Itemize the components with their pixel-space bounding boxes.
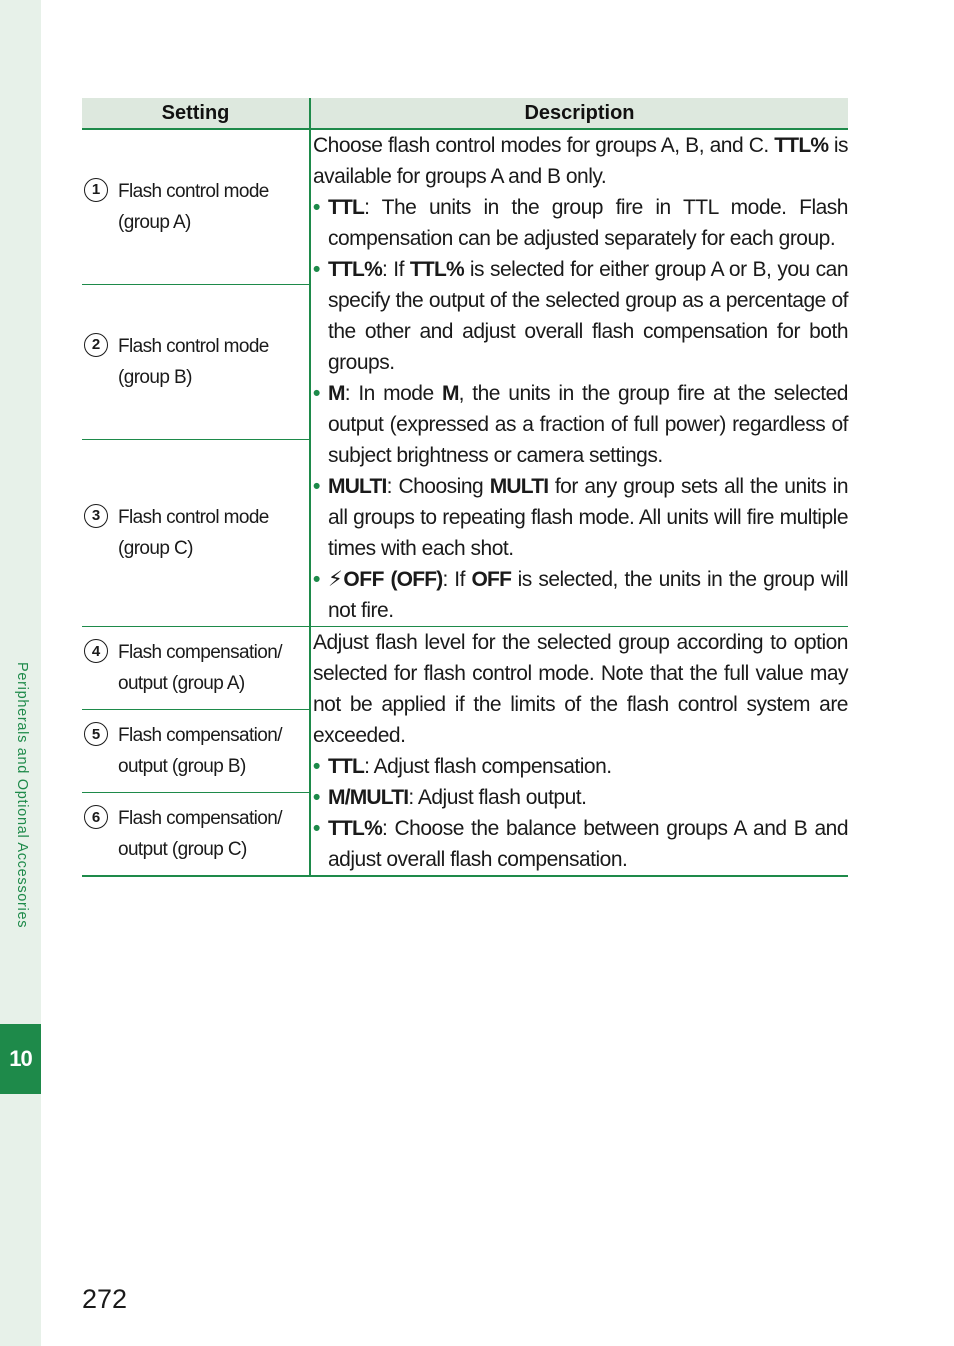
setting-cell: [82, 710, 310, 793]
keyword: TTL%: [328, 817, 382, 840]
section-label: Peripherals and Optional Accessories: [14, 662, 30, 929]
flash-off-icon: ⚡OFF: [328, 568, 384, 591]
table-row: [82, 627, 848, 710]
bullet-icon: •: [313, 475, 320, 498]
item-text: : Choose the balance between groups A and B and adjust overall flash compensation.: [328, 817, 848, 871]
list-item: [313, 254, 848, 378]
keyword: (OFF): [390, 568, 443, 591]
setting-label: Flash control mode (group C): [118, 506, 269, 559]
bullet-icon: •: [313, 755, 320, 778]
setting-label: Flash compensation/ output (group B): [118, 725, 282, 778]
keyword: TTL: [328, 196, 365, 219]
setting-label: Flash compensation/ output (group A): [118, 642, 282, 695]
list-item: [313, 751, 848, 782]
item-text: : Adjust flash compensation.: [364, 755, 612, 778]
bullet-icon: •: [313, 382, 320, 405]
keyword: TTL: [328, 755, 365, 778]
item-text: : If: [381, 258, 404, 281]
bullet-icon: •: [313, 196, 320, 219]
list-item: [313, 813, 848, 875]
item-text: is selected for either group A or B, you can specify the output of the selected group as a percentage of the other and adjust overall flash compensation for both groups.: [328, 258, 849, 374]
intro-text: Choose flash control modes for groups A, B, and C.: [313, 134, 769, 157]
item-text: is selected, the units in the group will not fire.: [328, 568, 848, 622]
intro-text: is available for groups A and B only.: [313, 134, 848, 188]
keyword: MULTI: [489, 475, 549, 498]
list-item: [313, 192, 848, 254]
list-item: [313, 564, 848, 626]
setting-cell: [82, 627, 310, 710]
setting-label: Flash control mode (group B): [118, 335, 269, 388]
page-number: 272: [82, 1284, 128, 1314]
item-text: for any group sets all the units in all groups to repeating flash mode. All units will fire multiple times with each shot.: [328, 475, 848, 560]
header-description: Description: [310, 98, 848, 129]
keyword: OFF: [471, 568, 512, 591]
table-header-row: [82, 98, 848, 129]
row-number-badge: 1: [84, 178, 108, 202]
row-number-badge: 3: [84, 504, 108, 528]
header-setting: Setting: [82, 98, 310, 129]
table-row: [82, 129, 848, 284]
keyword: M/MULTI: [328, 786, 409, 809]
keyword: M: [328, 382, 345, 405]
compensation-list: [313, 751, 848, 875]
keyword: TTL%: [409, 258, 464, 281]
description-cell-control-mode: [310, 129, 848, 627]
setting-cell: [82, 129, 310, 284]
bullet-icon: •: [313, 258, 320, 281]
mode-list: [313, 192, 848, 626]
setting-cell: [82, 793, 310, 876]
chapter-tab: 10: [0, 1024, 41, 1094]
list-item: [313, 471, 848, 564]
bullet-icon: •: [313, 568, 320, 591]
bullet-icon: •: [313, 817, 320, 840]
item-text: : Choosing: [386, 475, 484, 498]
row-number-badge: 5: [84, 722, 108, 746]
setting-cell: [82, 284, 310, 439]
keyword: TTL%: [328, 258, 382, 281]
description-intro: Adjust flash level for the selected group according to option selected for flash control mode. Note that the full value may not be applied if the limits of the flash control system are exceeded.: [313, 631, 848, 747]
settings-table: [82, 98, 848, 877]
setting-cell: [82, 439, 310, 626]
item-text: : In mode: [344, 382, 434, 405]
setting-label: Flash compensation/ output (group C): [118, 808, 282, 861]
keyword: M: [441, 382, 459, 405]
item-text: , the units in the group fire at the selected output (expressed as a fraction of full power) regardless of subject brightness or camera settings.: [328, 382, 848, 467]
keyword: TTL%: [774, 134, 829, 157]
description-intro: [313, 130, 848, 192]
item-text: : Adjust flash output.: [408, 786, 587, 809]
item-text: : The units in the group fire in TTL mode. Flash compensation can be adjusted separately for each group.: [328, 196, 848, 250]
list-item: [313, 378, 848, 471]
description-cell-compensation: [310, 627, 848, 877]
item-text: : If: [442, 568, 465, 591]
row-number-badge: 6: [84, 805, 108, 829]
row-number-badge: 2: [84, 333, 108, 357]
bullet-icon: •: [313, 786, 320, 809]
row-number-badge: 4: [84, 639, 108, 663]
setting-label: Flash control mode (group A): [118, 180, 269, 233]
keyword: MULTI: [328, 475, 387, 498]
list-item: [313, 782, 848, 813]
